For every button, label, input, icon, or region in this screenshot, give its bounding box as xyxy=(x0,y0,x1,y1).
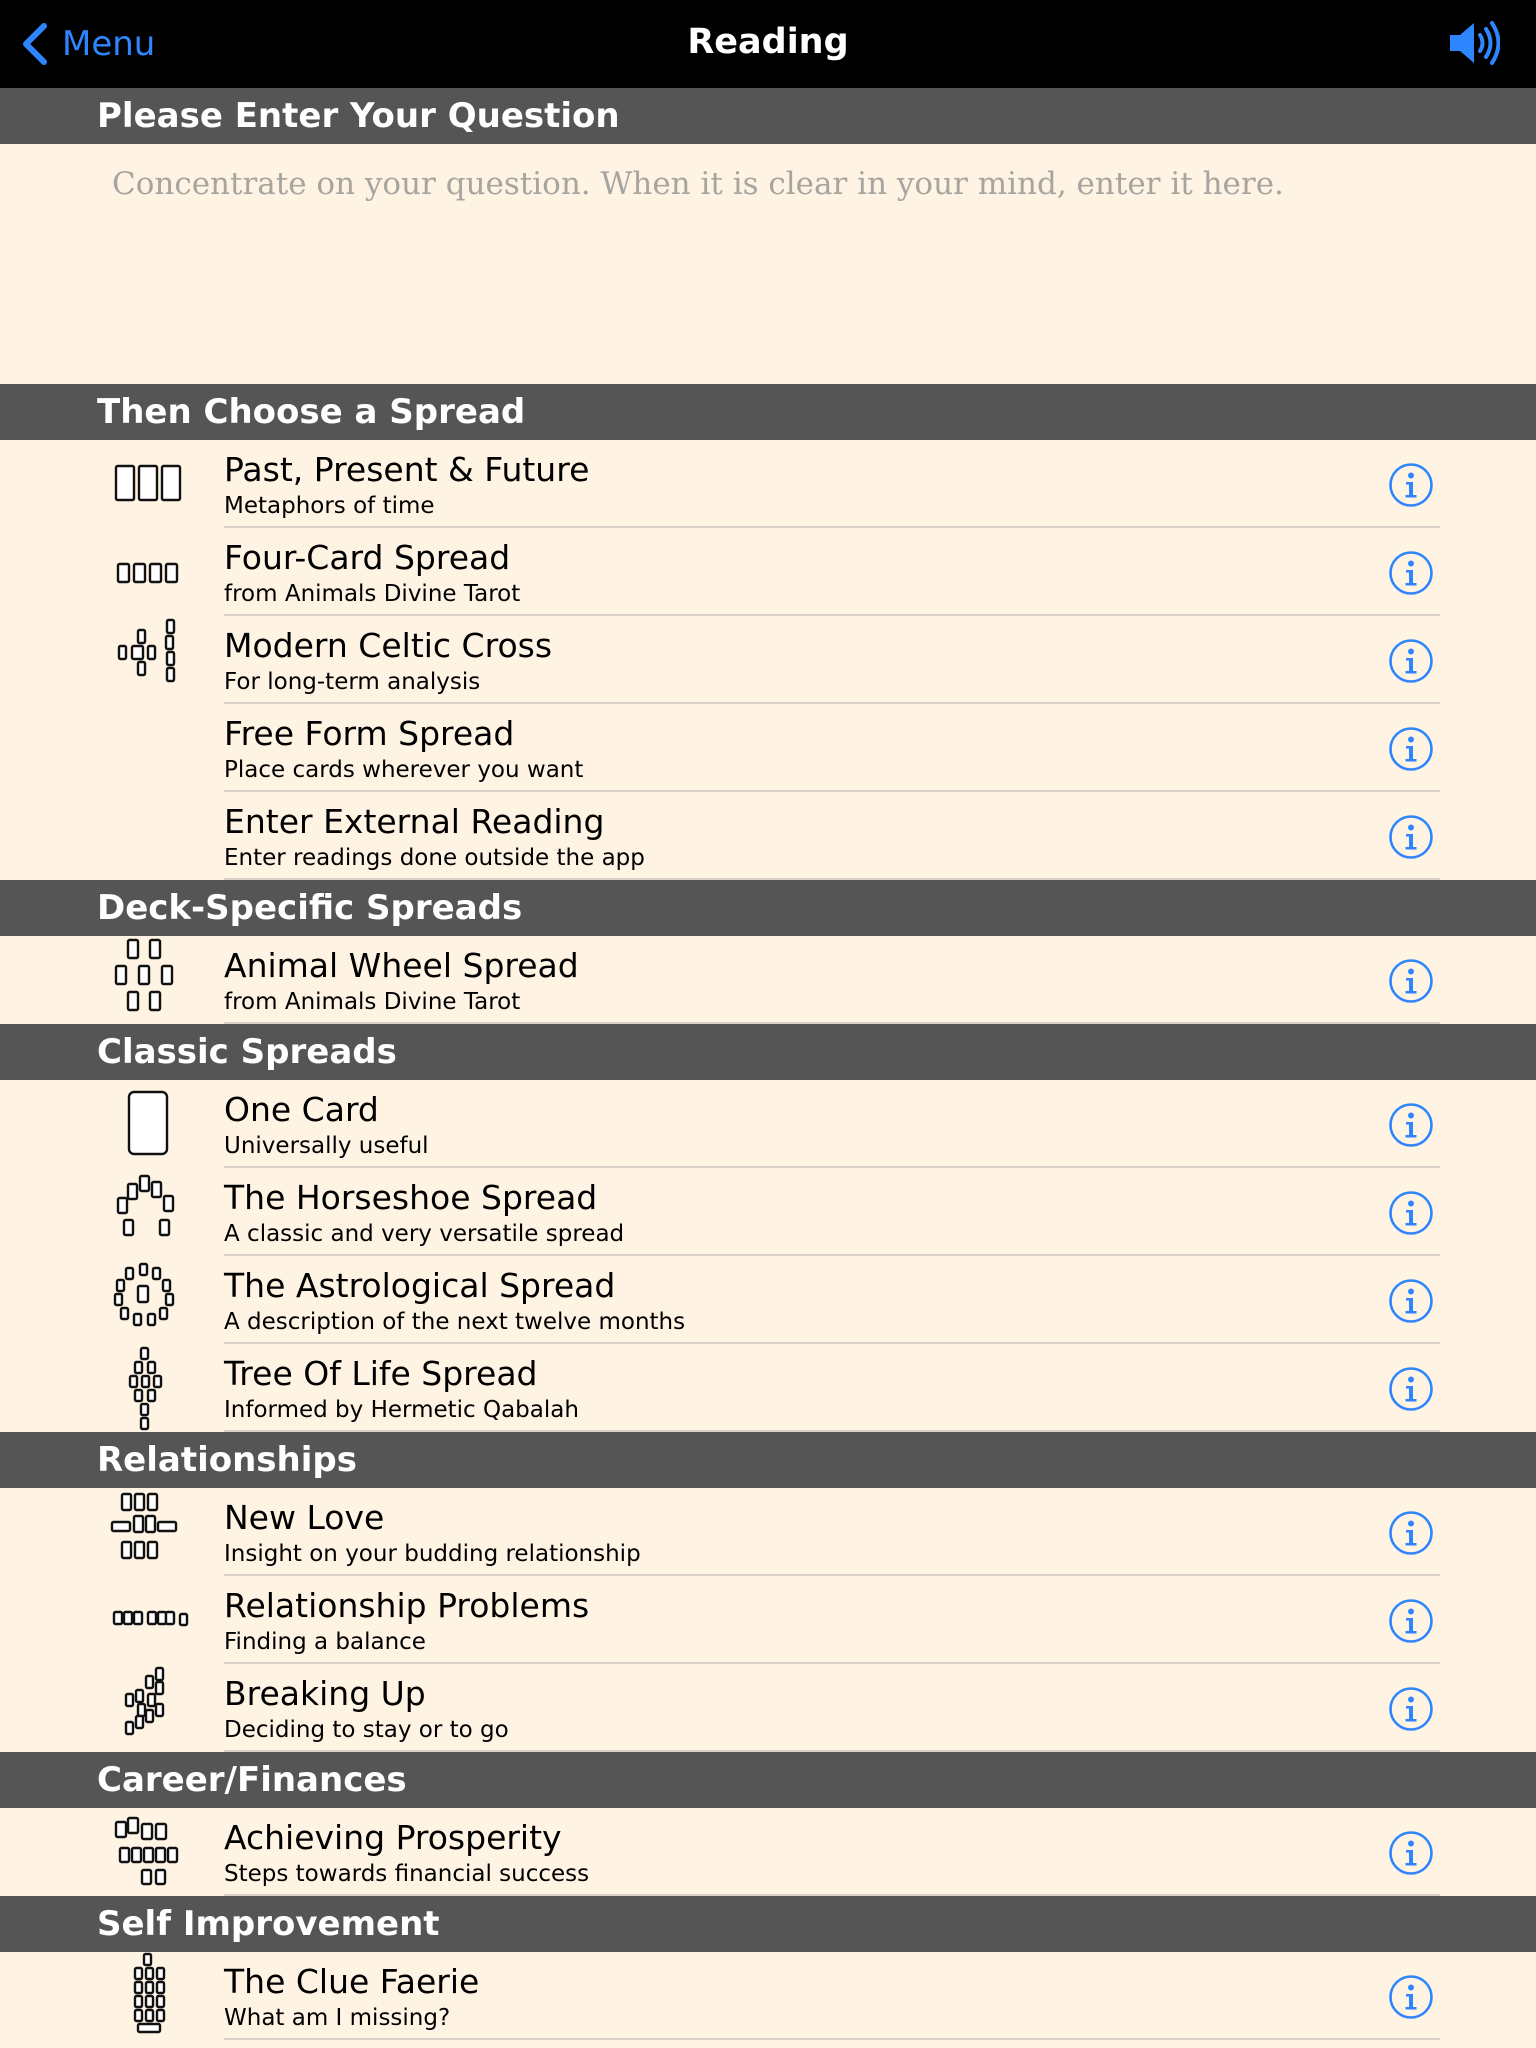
relationship-problems-icon xyxy=(98,1576,202,1664)
spread-title: Breaking Up xyxy=(224,1674,426,1713)
horseshoe-icon xyxy=(98,1168,202,1256)
animal-wheel-icon xyxy=(98,936,202,1024)
row-divider xyxy=(224,2038,1440,2040)
spread-title: Animal Wheel Spread xyxy=(224,946,579,985)
spread-subtitle: Metaphors of time xyxy=(224,493,435,519)
spread-subtitle: Informed by Hermetic Qabalah xyxy=(224,1397,579,1423)
spread-row[interactable] xyxy=(0,1576,1536,1664)
info-icon[interactable] xyxy=(1388,1686,1434,1732)
menu-back-button[interactable] xyxy=(20,18,155,70)
section-title: Self Improvement xyxy=(97,1904,440,1944)
spread-subtitle: from Animals Divine Tarot xyxy=(224,989,521,1015)
spread-row[interactable] xyxy=(0,704,1536,792)
new-love-icon xyxy=(98,1488,202,1576)
info-icon[interactable] xyxy=(1388,1278,1434,1324)
info-icon[interactable] xyxy=(1388,814,1434,860)
spread-title: New Love xyxy=(224,1498,385,1537)
spread-row[interactable] xyxy=(0,528,1536,616)
section-title: Then Choose a Spread xyxy=(97,392,526,432)
spread-row[interactable] xyxy=(0,1168,1536,1256)
spread-row[interactable] xyxy=(0,1664,1536,1752)
spread-title: One Card xyxy=(224,1090,379,1129)
info-icon[interactable] xyxy=(1388,462,1434,508)
info-icon[interactable] xyxy=(1388,638,1434,684)
spread-title: Past, Present & Future xyxy=(224,450,590,489)
info-icon[interactable] xyxy=(1388,1974,1434,2020)
section-header xyxy=(0,1432,1536,1488)
question-input[interactable] xyxy=(0,144,1536,384)
single-card-icon xyxy=(98,1080,202,1168)
spread-subtitle: For long-term analysis xyxy=(224,669,481,695)
spread-row[interactable] xyxy=(0,936,1536,1024)
spread-title: The Horseshoe Spread xyxy=(224,1178,598,1217)
spread-row[interactable] xyxy=(0,440,1536,528)
question-section-header xyxy=(0,88,1536,144)
spread-title: The Clue Faerie xyxy=(224,1962,480,2001)
info-icon[interactable] xyxy=(1388,1510,1434,1556)
section-title: Relationships xyxy=(97,1440,357,1480)
info-icon[interactable] xyxy=(1388,1190,1434,1236)
section-header xyxy=(0,880,1536,936)
spread-title: The Astrological Spread xyxy=(224,1266,616,1305)
info-icon[interactable] xyxy=(1388,958,1434,1004)
clue-faerie-icon xyxy=(98,1952,202,2040)
spread-row[interactable] xyxy=(0,616,1536,704)
spread-row[interactable] xyxy=(0,1344,1536,1432)
spread-row[interactable] xyxy=(0,792,1536,880)
spread-subtitle: Place cards wherever you want xyxy=(224,757,584,783)
prosperity-icon xyxy=(98,1808,202,1896)
spread-subtitle: What am I missing? xyxy=(224,2005,451,2031)
spread-title: Relationship Problems xyxy=(224,1586,590,1625)
page-title: Reading xyxy=(687,22,849,62)
three-card-row-icon xyxy=(98,440,202,528)
tree-of-life-icon xyxy=(98,1344,202,1432)
speaker-icon[interactable] xyxy=(1448,20,1500,66)
spread-subtitle: Deciding to stay or to go xyxy=(224,1717,509,1743)
spread-subtitle: A classic and very versatile spread xyxy=(224,1221,625,1247)
celtic-cross-icon xyxy=(98,616,202,704)
section-title: Career/Finances xyxy=(97,1760,407,1800)
spread-subtitle: A description of the next twelve months xyxy=(224,1309,686,1335)
navigation-bar xyxy=(0,0,1536,88)
chevron-left-icon xyxy=(20,22,50,66)
spread-title: Enter External Reading xyxy=(224,802,605,841)
info-icon[interactable] xyxy=(1388,1598,1434,1644)
menu-back-label: Menu xyxy=(62,24,156,64)
astrological-circle-icon xyxy=(98,1256,202,1344)
spread-title: Modern Celtic Cross xyxy=(224,626,553,665)
spread-title: Tree Of Life Spread xyxy=(224,1354,538,1393)
spread-title: Free Form Spread xyxy=(224,714,515,753)
spread-row[interactable] xyxy=(0,1808,1536,1896)
spread-subtitle: Finding a balance xyxy=(224,1629,426,1655)
section-header xyxy=(0,1896,1536,1952)
section-title: Deck-Specific Spreads xyxy=(97,888,523,928)
info-icon[interactable] xyxy=(1388,726,1434,772)
info-icon[interactable] xyxy=(1388,550,1434,596)
spread-subtitle: Enter readings done outside the app xyxy=(224,845,645,871)
spread-row[interactable] xyxy=(0,1952,1536,2040)
spread-row[interactable] xyxy=(0,1256,1536,1344)
spread-title: Four-Card Spread xyxy=(224,538,511,577)
info-icon[interactable] xyxy=(1388,1830,1434,1876)
info-icon[interactable] xyxy=(1388,1366,1434,1412)
section-header xyxy=(0,384,1536,440)
info-icon[interactable] xyxy=(1388,1102,1434,1148)
spread-row[interactable] xyxy=(0,1488,1536,1576)
section-title: Classic Spreads xyxy=(97,1032,397,1072)
spread-subtitle: from Animals Divine Tarot xyxy=(224,581,521,607)
section-header xyxy=(0,1024,1536,1080)
spread-subtitle: Universally useful xyxy=(224,1133,429,1159)
breaking-up-icon xyxy=(98,1664,202,1752)
section-header xyxy=(0,1752,1536,1808)
question-section-title: Please Enter Your Question xyxy=(97,96,620,136)
spread-subtitle: Steps towards financial success xyxy=(224,1861,590,1887)
four-card-row-icon xyxy=(98,528,202,616)
spread-subtitle: Insight on your budding relationship xyxy=(224,1541,641,1567)
spread-row[interactable] xyxy=(0,1080,1536,1168)
spread-title: Achieving Prosperity xyxy=(224,1818,562,1857)
